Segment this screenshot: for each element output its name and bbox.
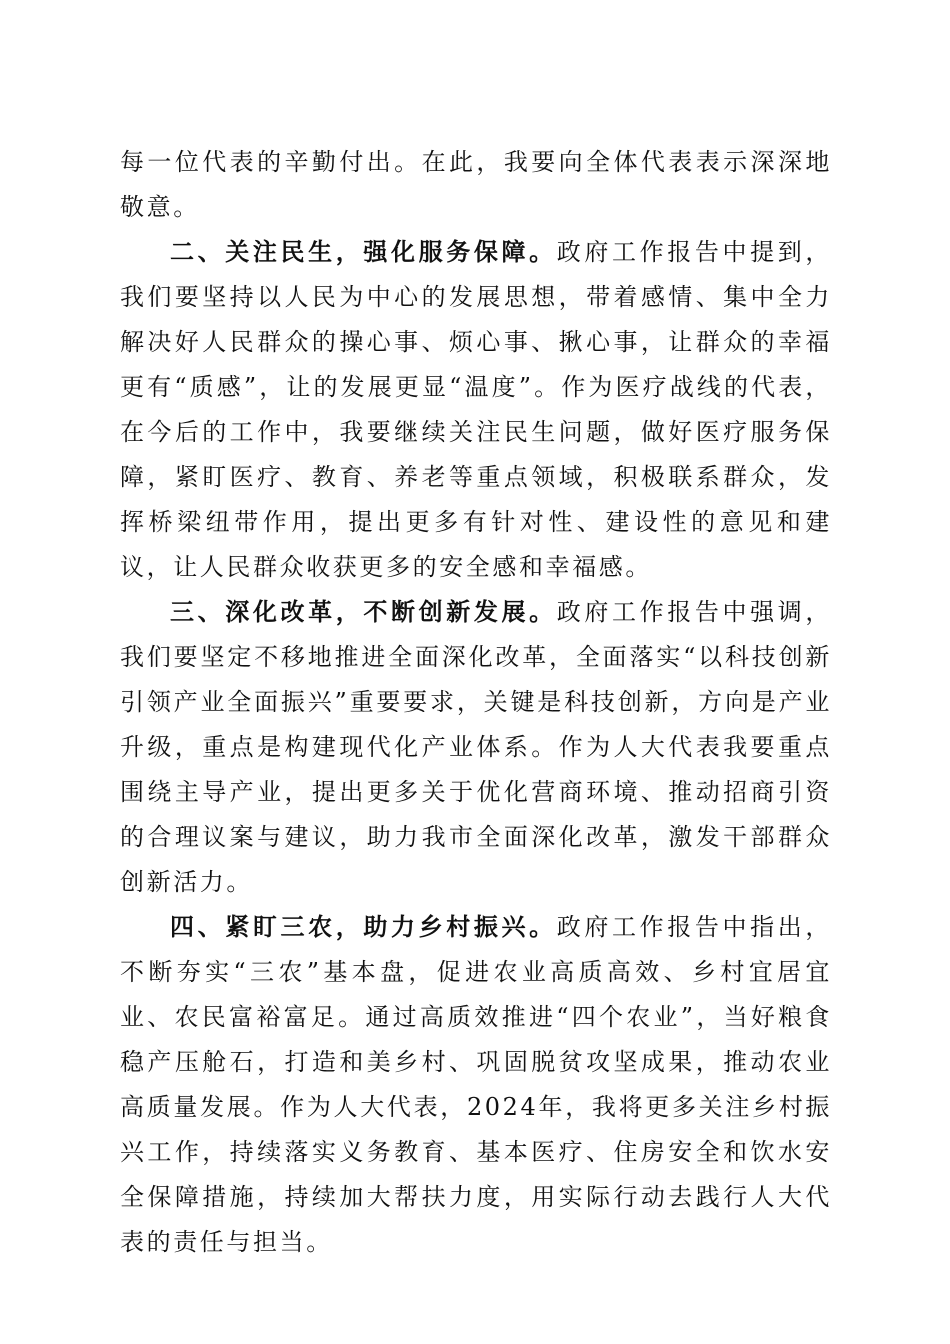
paragraph-text: 政府工作报告中指出，不断夯实“三农”基本盘，促进农业高质高效、乡村宜居宜业、农民富裕富足。通过高质效推进“四个农业”，当好粮食稳产压舱石，打造和美乡村、巩固脱贫攻坚成果，推动农业高质量发展。作为人大代表，2024年，我将更多关注乡村振兴工作，持续落实义务教育、基本医疗、住房安全和饮水安全保障措施，持续加大帮扶力度，用实际行动去践行人大代表的责任与担当。 bbox=[120, 913, 832, 1256]
paragraph-section-3 bbox=[120, 590, 832, 905]
paragraph-section-2 bbox=[120, 230, 832, 590]
section-heading: 二、关注民生，强化服务保障。 bbox=[170, 238, 557, 266]
document-body bbox=[120, 140, 832, 1265]
paragraph-text: 每一位代表的辛勤付出。在此，我要向全体代表表示深深地敬意。 bbox=[120, 148, 832, 221]
section-heading: 三、深化改革，不断创新发展。 bbox=[170, 598, 557, 626]
paragraph-continuation bbox=[120, 140, 832, 230]
paragraph-section-4 bbox=[120, 905, 832, 1265]
paragraph-text: 政府工作报告中提到，我们要坚持以人民为中心的发展思想，带着感情、集中全力解决好人民群众的操心事、烦心事、揪心事，让群众的幸福更有“质感”，让的发展更显“温度”。作为医疗战线的代表，在今后的工作中，我要继续关注民生问题，做好医疗服务保障，紧盯医疗、教育、养老等重点领域，积极联系群众，发挥桥梁纽带作用，提出更多有针对性、建设性的意见和建议，让人民群众收获更多的安全感和幸福感。 bbox=[120, 238, 832, 581]
section-heading: 四、紧盯三农，助力乡村振兴。 bbox=[170, 913, 557, 941]
paragraph-text: 政府工作报告中强调，我们要坚定不移地推进全面深化改革，全面落实“以科技创新引领产业全面振兴”重要要求，关键是科技创新，方向是产业升级，重点是构建现代化产业体系。作为人大代表我要重点围绕主导产业，提出更多关于优化营商环境、推动招商引资的合理议案与建议，助力我市全面深化改革，激发干部群众创新活力。 bbox=[120, 598, 832, 896]
